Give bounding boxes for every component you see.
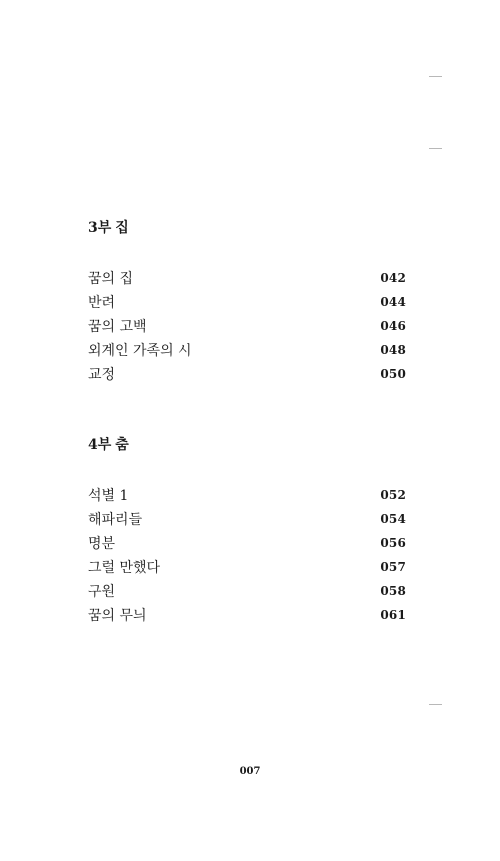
entry-title: 교정 [88,367,116,383]
toc-entry-list [88,483,406,627]
margin-mark-upper [429,148,442,149]
toc-entry[interactable] [88,338,406,362]
entry-page-number: 054 [380,512,406,526]
entry-title: 외계인 가족의 시 [88,343,192,359]
entry-page-number: 044 [380,295,406,309]
entry-title: 명분 [88,536,116,552]
entry-page-number: 050 [380,367,406,381]
toc-section-part-4 [88,436,406,627]
entry-title: 그럴 만했다 [88,560,161,576]
entry-title: 해파리들 [88,512,143,528]
page-number: 007 [239,766,261,777]
section-heading [88,219,406,237]
toc-entry[interactable] [88,290,406,314]
entry-title: 구원 [88,584,116,600]
entry-title: 반려 [88,295,116,311]
toc-entry[interactable] [88,314,406,338]
toc-entry[interactable] [88,362,406,386]
toc-section-part-3 [88,219,406,386]
part-number: 3부 [88,220,112,236]
entry-page-number: 058 [380,584,406,598]
entry-title: 꿈의 무늬 [88,608,147,624]
entry-page-number: 046 [380,319,406,333]
toc-entry[interactable] [88,555,406,579]
margin-mark-bottom [429,704,442,705]
entry-page-number: 052 [380,488,406,502]
entry-title: 꿈의 고백 [88,319,147,335]
toc-entry[interactable] [88,507,406,531]
entry-title: 꿈의 집 [88,271,134,287]
part-title: 집 [115,220,129,236]
toc-entry-list [88,266,406,386]
toc-entry[interactable] [88,603,406,627]
entry-title: 석별 1 [88,488,129,504]
toc-entry[interactable] [88,579,406,603]
part-title: 춤 [115,437,129,453]
toc-entry[interactable] [88,483,406,507]
toc-entry[interactable] [88,266,406,290]
entry-page-number: 061 [380,608,406,622]
part-number: 4부 [88,437,112,453]
entry-page-number: 056 [380,536,406,550]
margin-mark-top [429,76,442,77]
entry-page-number: 057 [380,560,406,574]
section-heading [88,436,406,454]
entry-page-number: 042 [380,271,406,285]
entry-page-number: 048 [380,343,406,357]
toc-entry[interactable] [88,531,406,555]
